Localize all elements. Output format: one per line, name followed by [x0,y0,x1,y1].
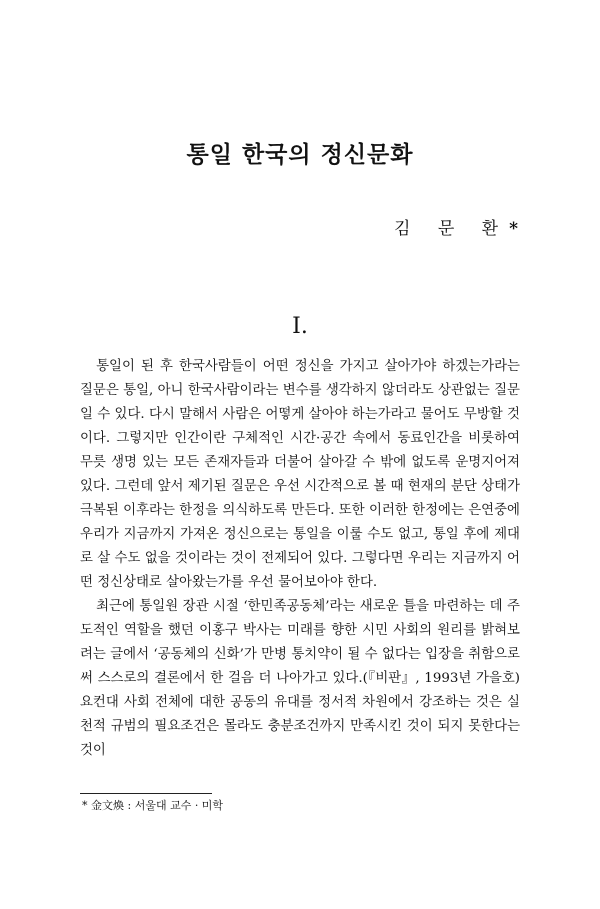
section-heading: I. [292,314,308,339]
footnote-divider [80,793,212,794]
paragraph: 최근에 통일원 장관 시절 ‘한민족공동체’라는 새로운 틀을 마련하는 데 주도적인 역할을 했던 이홍구 박사는 미래를 향한 시민 사회의 원리를 밝혀보려는 글에서 ‘공동체의 신화’가 만병 통치약이 될 수 없다는 입장을 취함으로써 스스로의 결론에서 한 걸음 더 나아가고 있다.(『비판』, 1993년 가을호) 요컨대 사회 전체에 대한 공동의 유대를 정서적 차원에서 강조하는 것은 실천적 규범의 필요조건은 몰라도 충분조건까지 만족시킨 것이 되지 못한다는 것이 [80,599,520,758]
footnote: * 金文煥 : 서울대 교수 · 미학 [82,799,224,812]
author-line [394,214,518,239]
paragraph: 통일이 된 후 한국사람들이 어떤 정신을 가지고 살아가야 하겠는가라는 질문은 통일, 아니 한국사람이라는 변수를 생각하지 않더라도 상관없는 질문일 수 있다. 다시 말해서 사람은 어떻게 살아야 하는가라고 물어도 무방할 것이다. 그렇지만 인간이란 구체적인 시간·공간 속에서 동료인간을 비롯하여 무릇 생명 있는 모든 존재자들과 더불어 살아갈 수 밖에 없도록 운명지어져 있다. 그런데 앞서 제기된 질문은 우선 시간적으로 볼 때 현재의 분단 상태가 극복된 이후라는 한정을 의식하도록 만든다. 또한 이러한 한정에는 은연중에 우리가 지금까지 가져온 정신으로는 통일을 이룰 수도 없고, 통일 후에 제대로 살 수도 없을 것이라는 것이 전제되어 있다. 그렇다면 우리는 지금까지 어떤 정신상태로 살아왔는가를 우선 물어보아야 한다. [80,359,520,590]
author-name: 김 문 환 [394,219,510,239]
article-title: 통일 한국의 정신문화 [186,141,414,168]
author-footnote-mark: * [509,219,518,239]
article-body [80,355,520,763]
